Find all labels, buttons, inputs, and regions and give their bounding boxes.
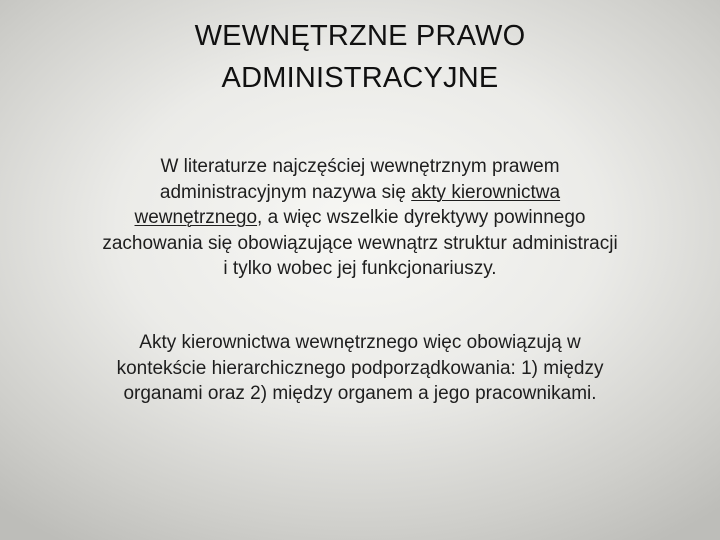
paragraph1-line2-text: administracyjnym nazywa się [159,181,412,203]
paragraph1-line3 [50,205,670,231]
paragraph1-line1: W literaturze najczęściej wewnętrznym prawem [160,156,560,177]
term-internal-underlined: wewnętrznego [134,207,258,228]
term-acts-underlined: akty kierownictwa [411,181,561,203]
title-line-2: ADMINISTRACYJNE [221,62,499,94]
paragraph1-line3-text: , a więc wszelkie dyrektywy powinnego [257,207,586,228]
paragraph-hierarchy [50,330,670,407]
paragraph2-line1: Akty kierownictwa wewnętrznego więc obowiązują w [139,332,581,353]
paragraph1-line2 [50,180,670,206]
title-line-1: WEWNĘTRZNE PRAWO [194,20,526,52]
paragraph1-line4: zachowania się obowiązujące wewnątrz struktur administracji [102,232,618,254]
paragraph2-line2: kontekście hierarchicznego podporządkowania: 1) między [116,357,604,379]
paragraph2-line3: organami oraz 2) między organem a jego pracownikami. [123,383,597,404]
paragraph-definition [50,154,670,282]
slide-title [60,18,660,102]
paragraph1-line5: i tylko wobec jej funkcjonariuszy. [223,258,497,279]
